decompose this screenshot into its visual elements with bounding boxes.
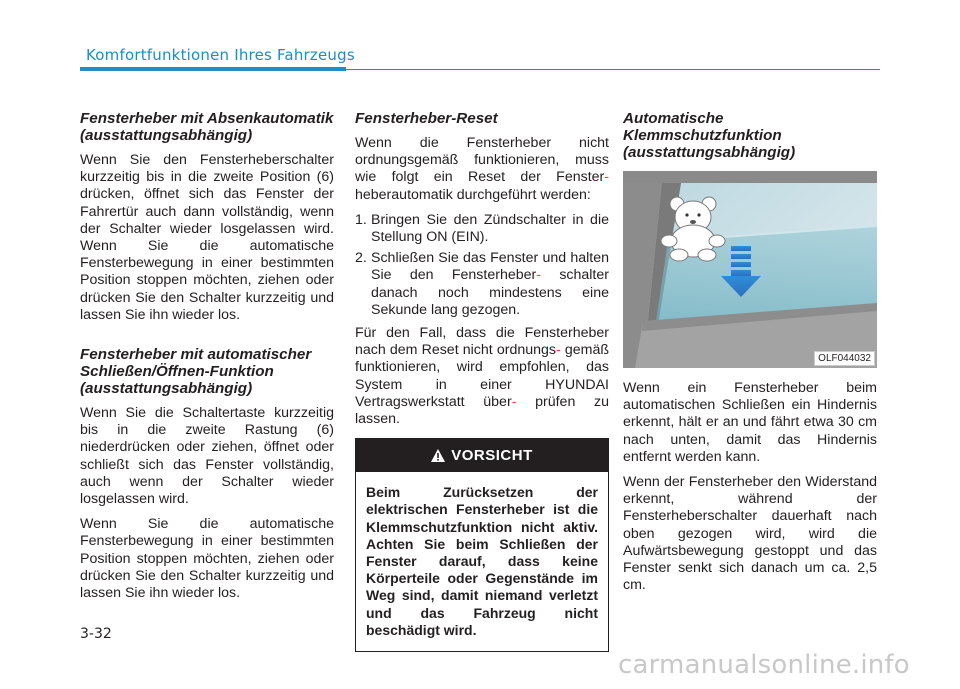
list-item — [355, 212, 609, 246]
window-illustration — [623, 171, 877, 368]
caution-text: Beim Zurücksetzen der elektrischen Fensterheber ist die Klemmschutzfunktion nicht aktiv. Achten Sie beim Schließen der Fenster darauf, dass keine Körperteile oder Gegenstände im Weg sind, damit niemand verletzt und das Fahrzeug nicht beschädigt wird. — [366, 484, 598, 638]
column-middle — [355, 110, 609, 652]
list-item-number: 1. — [355, 211, 367, 228]
hyphen-mark: - — [604, 169, 609, 186]
header-rule — [346, 69, 880, 70]
paragraph-reset-intro — [355, 135, 609, 204]
column-left — [80, 110, 334, 610]
car-window-image — [623, 171, 877, 368]
caution-title: VORSICHT — [451, 447, 533, 465]
paragraph-klemmschutz-2: Wenn der Fensterheber den Widerstand erkennt, während der Fensterheberschalter dauerhaft nach oben gezogen wird, wird die Aufwärtsbewegung gestoppt und das Fenster senkt sich danach um ca. 2,5 cm. — [623, 474, 877, 594]
header-accent-bar — [80, 67, 346, 71]
hyphen-mark: - — [536, 267, 541, 284]
paragraph-auto-schliessen-2: Wenn Sie die automatische Fensterbewegung in einer bestimmten Position stoppen möchten, ziehen oder drücken Sie den Schalter kurzzeitig und lassen Sie ihn wieder los. — [80, 516, 334, 602]
list-item — [355, 250, 609, 319]
list-item-text: Schließen Sie das Fenster und halten Sie den Fensterheber- schalter danach noch mindestens eine Sekunde lang gezogen. — [371, 250, 609, 318]
section-title: Komfortfunktionen Ihres Fahrzeugs — [86, 46, 355, 64]
warning-icon — [431, 449, 445, 462]
heading-fensterheber-reset: Fensterheber-Reset — [355, 110, 498, 127]
caution-header — [356, 439, 608, 472]
page-number: 3-32 — [80, 626, 112, 642]
paragraph-klemmschutz-1: Wenn ein Fensterheber beim automatischen Schließen ein Hindernis erkennt, hält er an und fährt etwa 30 cm nach unten, damit das Hindernis entfernt werden kann. — [623, 380, 877, 465]
heading-auto-schliessen-oeffnen: Fensterheber mit automatischer Schließen/Öffnen-Funktion (ausstattungsabhängig) — [80, 346, 312, 398]
caution-box — [355, 438, 609, 652]
list-item-number: 2. — [355, 250, 367, 267]
list-item-text: Bringen Sie den Zündschalter in die Stellung ON (EIN). — [371, 211, 609, 246]
paragraph-auto-schliessen-1: Wenn Sie die Schaltertaste kurzzeitig bis in die zweite Rastung (6) niederdrücken oder ziehen, öffnet oder schließt sich das Fenster vollständig, auch wenn der Schalter wieder losgelassen wird. — [80, 405, 334, 508]
paragraph-reset-note: Für den Fall, dass die Fensterheber nach dem Reset nicht ordnungs- gemäß funktionieren, wird empfohlen, das System in einer HYUNDAI Vertragswerkstatt über- prüfen zu lassen. — [355, 325, 610, 428]
figure-code: OLF044032 — [814, 351, 875, 366]
hyphen-mark: - — [556, 342, 561, 359]
reset-intro-text-b: heberautomatik durchgeführt werden: — [355, 186, 591, 203]
heading-absenkautomatik: Fensterheber mit Absenkautomatik (ausstattungsabhängig) — [80, 110, 334, 144]
hyphen-mark: - — [511, 393, 517, 410]
watermark: carmanualsonline.info — [618, 650, 910, 680]
reset-intro-text-a: Wenn die Fensterheber nicht ordnungsgemäß funktionieren, muss wie folgt ein Reset der Fenster — [355, 135, 609, 186]
paragraph-absenkautomatik: Wenn Sie den Fensterheberschalter kurzzeitig bis in die zweite Position (6) drücken, öffnet sich das Fenster der Fahrertür auch dann vollständig, wenn der Schalter wieder losgelassen wird. Wenn Sie die automatische Fensterbewegung in einer bestimmten Position stoppen möchten, ziehen oder drücken Sie den Schalter kurzzeitig und lassen Sie ihn wieder los. — [80, 152, 334, 323]
column-right — [623, 110, 877, 602]
heading-klemmschutz: Automatische Klemmschutzfunktion (ausstattungsabhängig) — [623, 110, 796, 161]
